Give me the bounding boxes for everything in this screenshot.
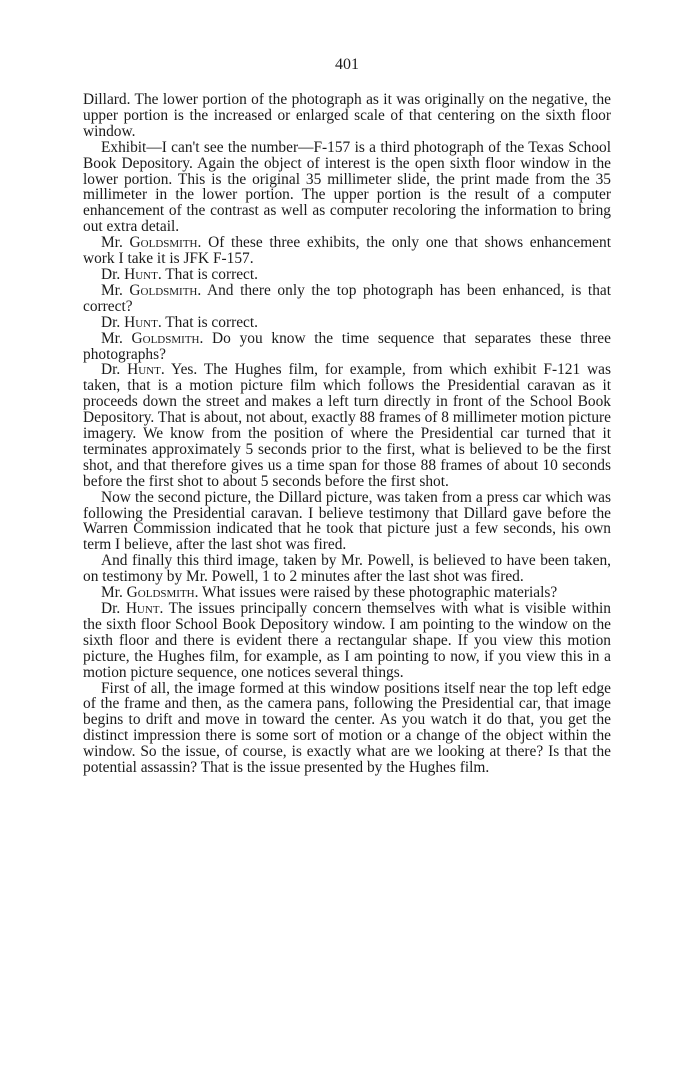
- paragraph-text: Exhibit—I can't see the number—F-157 is a third photograph of the Texas School Book Depository. Again the object of interest is the open sixth floor window in the lower portion. This is the original 35 millimeter slide, the print made from the 35 millimeter in the lower portion. The upper portion is the result of a computer enhancement of the contrast as well as computer recoloring the information to bring out extra detail.: [83, 138, 611, 236]
- body-text: [83, 92, 611, 776]
- paragraph: [83, 235, 611, 267]
- page-number: 401: [335, 56, 359, 73]
- speaker-title: Mr.: [101, 234, 123, 252]
- speaker-name: Hunt.: [124, 313, 162, 331]
- speaker-title: Dr.: [101, 600, 121, 617]
- paragraph: [83, 681, 611, 776]
- paragraph: [83, 362, 611, 489]
- speaker-title: Mr.: [101, 584, 123, 602]
- document-page: [83, 56, 611, 776]
- paragraph: [83, 553, 611, 585]
- paragraph-text: Now the second picture, the Dillard picture, was taken from a press car which was following the Presidential caravan. I believe testimony that Dillard gave before the Warren Commission indicated that he took that picture just a few seconds, his own term I believe, after the last shot was fired.: [83, 488, 611, 554]
- paragraph: [83, 601, 611, 681]
- paragraph: [83, 331, 611, 363]
- paragraph-text: Of these three exhibits, the only one that shows enhancement work I take it is JFK F-157.: [83, 234, 611, 268]
- paragraph-text: Dillard. The lower portion of the photograph as it was originally on the negative, the upper portion is the increased or enlarged scale of that centering on the sixth floor window.: [83, 91, 611, 140]
- speaker-title: Dr.: [101, 265, 121, 283]
- paragraph-text: That is correct.: [165, 313, 258, 331]
- paragraph: [83, 585, 611, 601]
- paragraph: [83, 267, 611, 283]
- paragraph-text: And there only the top photograph has been enhanced, is that correct?: [83, 281, 611, 315]
- paragraph: [83, 283, 611, 315]
- speaker-title: Dr.: [101, 313, 121, 331]
- speaker-name: Hunt.: [127, 361, 165, 379]
- speaker-title: Mr.: [101, 329, 123, 347]
- speaker-name: Goldsmith.: [129, 234, 202, 252]
- speaker-name: Hunt.: [124, 265, 162, 283]
- speaker-title: Mr.: [101, 281, 123, 299]
- paragraph-text: And finally this third image, taken by Mr. Powell, is believed to have been taken, on testimony by Mr. Powell, 1 to 2 minutes after the last shot was fired.: [83, 552, 611, 586]
- paragraph: [83, 92, 611, 140]
- paragraph-text: That is correct.: [165, 265, 258, 283]
- paragraph-text: First of all, the image formed at this window positions itself near the top left edge of the frame and then, as the camera pans, following the Presidential car, that image begins to drift and move in toward the center. As you watch it do that, you get the distinct impression there is some sort of motion or a change of the object within the window. So the issue, of course, is exactly what are we looking at there? Is that the potential assassin? That is the issue presented by the Hughes film.: [83, 679, 611, 777]
- paragraph: [83, 490, 611, 554]
- speaker-name: Goldsmith.: [131, 329, 204, 347]
- speaker-name: Goldsmith.: [126, 584, 199, 602]
- paragraph-text: What issues were raised by these photographic materials?: [202, 584, 558, 602]
- paragraph-text: The issues principally concern themselves with what is visible within the sixth floor School Book Depository window. I am pointing to the window on the sixth floor and there is evident there a rectangular shape. If you view this motion picture, the Hughes film, for example, as I am pointing to now, if you view this in a motion picture sequence, one notices several things.: [83, 600, 611, 681]
- paragraph: [83, 315, 611, 331]
- speaker-name: Hunt.: [125, 600, 164, 617]
- speaker-name: Goldsmith.: [129, 281, 202, 299]
- paragraph: [83, 140, 611, 235]
- paragraph-text: Do you know the time sequence that separates these three photographs?: [83, 329, 611, 363]
- speaker-title: Dr.: [101, 361, 121, 379]
- paragraph-text: Yes. The Hughes film, for example, from which exhibit F-121 was taken, that is a motion picture film which follows the Presidential caravan as it proceeds down the street and makes a left turn directly in front of the School Book Depository. That is about, not about, exactly 88 frames of 8 millimeter motion picture imagery. We know from the position of where the Presidential car turned that it terminates approximately 5 seconds prior to the first, what is believed to be the first shot, and that therefore gives us a time span for those 88 frames of about 10 seconds before the first shot to about 5 seconds before the first shot.: [83, 361, 611, 490]
